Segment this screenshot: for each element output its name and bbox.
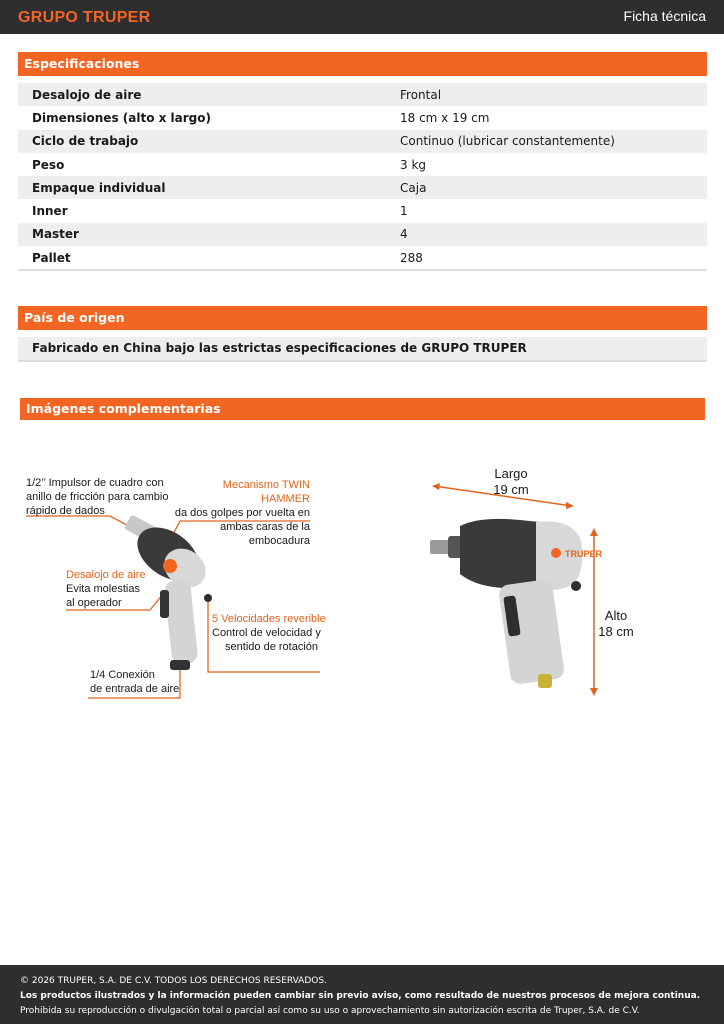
spec-value: 288 — [400, 250, 423, 265]
spec-label: Pallet — [32, 250, 71, 265]
spec-label: Peso — [32, 157, 65, 172]
spec-value: 1 — [400, 204, 408, 219]
table-row — [18, 176, 707, 199]
table-row — [18, 153, 707, 176]
callout-speeds-title: 5 Velocidades reverible — [212, 613, 326, 625]
origin-divider — [18, 360, 707, 362]
spec-value: 18 cm x 19 cm — [400, 110, 490, 125]
top-bar — [0, 0, 724, 34]
callout-driver-line: 1/2’’ Impulsor de cuadro con — [26, 477, 164, 489]
logo-word-grupo: GRUPO — [18, 9, 79, 26]
height-dimension — [596, 608, 636, 640]
brand-mark-on-tool: TRUPER — [565, 549, 603, 559]
specs-table — [18, 83, 707, 271]
callout-speeds-line: Control de velocidad y — [212, 627, 321, 639]
footer-disclaimer: Los productos ilustrados y la información pueden cambiar sin previo aviso, como resultado de nuestros procesos de mejora continua. — [20, 991, 701, 1001]
table-row — [18, 246, 707, 269]
spec-value: Frontal — [400, 87, 442, 102]
brand-logo — [18, 9, 151, 27]
callout-exhaust — [66, 568, 146, 610]
length-value: 19 cm — [493, 482, 529, 497]
callout-exhaust-title: Desalojo de aire — [66, 569, 146, 581]
footer-copyright: © 2026 TRUPER, S.A. DE C.V. TODOS LOS DERECHOS RESERVADOS. — [20, 976, 327, 986]
spec-value: Continuo (lubricar constantemente) — [400, 134, 615, 149]
table-row — [18, 106, 707, 129]
callout-speeds — [212, 612, 326, 654]
callout-exhaust-line: Evita molestias — [66, 583, 140, 595]
callout-inlet — [90, 668, 179, 696]
spec-label: Dimensiones (alto x largo) — [32, 110, 211, 125]
callout-hammer-line: da dos golpes por vuelta en — [174, 507, 310, 519]
spec-value: 3 kg — [400, 157, 427, 172]
length-label: Largo — [494, 466, 528, 481]
origin-text: Fabricado en China bajo las estrictas especificaciones de GRUPO TRUPER — [18, 337, 707, 360]
table-row — [18, 199, 707, 222]
footer-legal-notice: Prohibida su reproducción o divulgación total o parcial así como su uso o aprovechamiento sin autorización escrita de Truper, S.A. de C.V. — [20, 1006, 640, 1016]
footer — [0, 965, 724, 1024]
callout-hammer-line: ambas caras de la embocadura — [220, 521, 310, 547]
callout-exhaust-line: al operador — [66, 597, 122, 609]
logo-word-truper: TRUPER — [82, 9, 151, 26]
callout-driver-line: anillo de fricción para cambio — [26, 491, 169, 503]
spec-label: Ciclo de trabajo — [32, 134, 139, 149]
callout-speeds-line: sentido de rotación — [225, 641, 318, 653]
spec-label: Empaque individual — [32, 180, 166, 195]
spec-value: 4 — [400, 227, 408, 242]
table-divider — [18, 269, 707, 271]
spec-value: Caja — [400, 180, 427, 195]
impact-wrench-dimensions-illustration — [420, 478, 610, 703]
callout-inlet-line: 1/4 Conexión — [90, 669, 155, 681]
spec-label: Inner — [32, 204, 68, 219]
callout-hammer — [172, 478, 310, 548]
table-row — [18, 223, 707, 246]
wrench-side-view — [430, 519, 583, 688]
spec-label: Master — [32, 227, 79, 242]
height-label: Alto — [604, 608, 628, 623]
length-dimension — [486, 466, 536, 498]
origin-section-title: País de origen — [18, 306, 707, 330]
leader-line-driver — [26, 516, 140, 532]
callout-inlet-line: de entrada de aire — [90, 683, 180, 695]
height-value: 18 cm — [598, 624, 634, 639]
images-section-title: Imágenes complementarias — [20, 398, 705, 420]
table-row — [18, 130, 707, 153]
table-row — [18, 83, 707, 106]
callout-driver-line: rápido de dados — [26, 505, 105, 517]
spec-label: Desalojo de aire — [32, 87, 142, 102]
specs-section-title: Especificaciones — [18, 52, 707, 76]
callout-hammer-title: Mecanismo TWIN HAMMER — [222, 479, 310, 505]
callout-driver — [26, 476, 168, 518]
document-type: Ficha técnica — [623, 8, 706, 24]
